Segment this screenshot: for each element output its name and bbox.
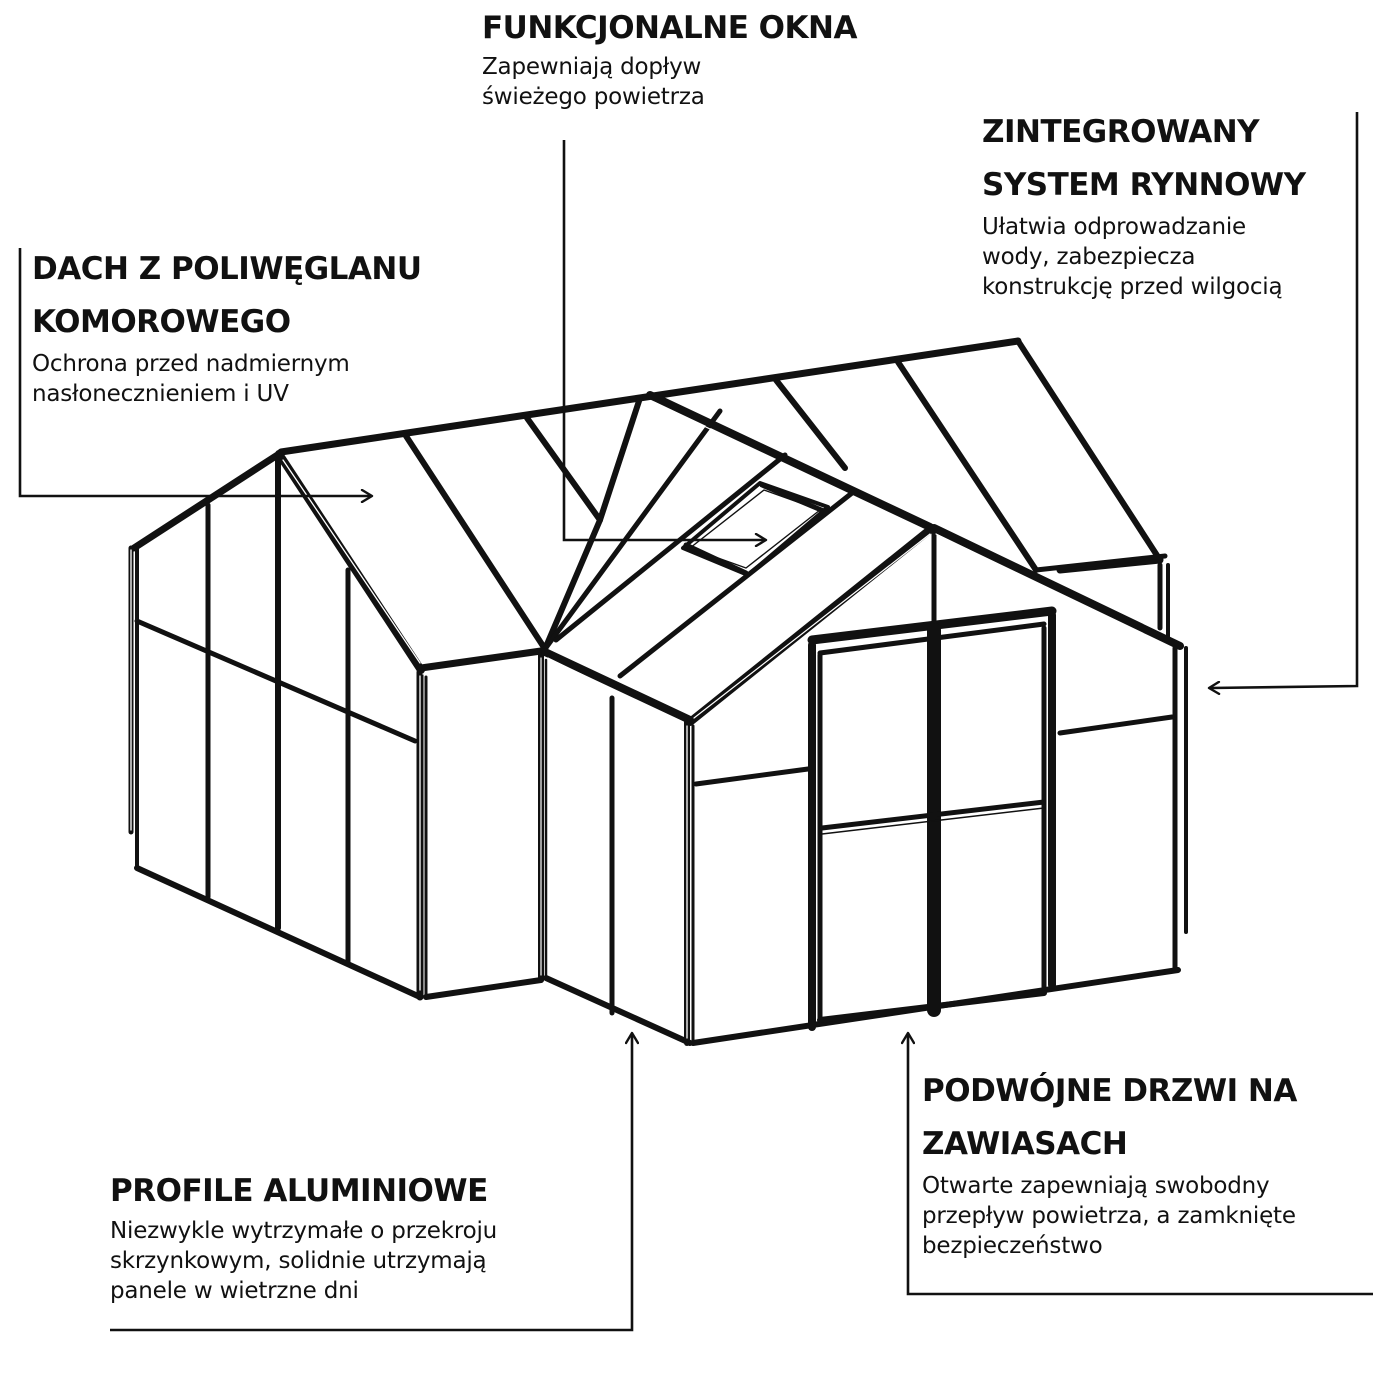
- windows-leader-line: [564, 140, 765, 540]
- callout-title: SYSTEM RYNNOWY: [982, 167, 1306, 203]
- callout-title: ZAWIASACH: [922, 1126, 1128, 1162]
- callout-description-line: Otwarte zapewniają swobodny: [922, 1173, 1270, 1199]
- callout-description-line: nasłonecznieniem i UV: [32, 381, 289, 407]
- callout-description-line: świeżego powietrza: [482, 84, 705, 110]
- callout-description-line: Ochrona przed nadmiernym: [32, 351, 350, 377]
- callout-title: DACH Z POLIWĘGLANU: [32, 251, 422, 287]
- callout-description-line: konstrukcję przed wilgocią: [982, 274, 1283, 300]
- callout-description-line: bezpieczeństwo: [922, 1233, 1103, 1259]
- front-wing-walls: [546, 528, 1186, 1043]
- callout-aluminium-profiles: [110, 1166, 497, 1306]
- callout-description-line: Ułatwia odprowadzanie: [982, 214, 1246, 240]
- callout-description-line: Niezwykle wytrzymałe o przekroju: [110, 1218, 498, 1244]
- callout-title: KOMOROWEGO: [32, 304, 291, 340]
- callout-title: ZINTEGROWANY: [982, 114, 1260, 150]
- callout-description-line: skrzynkowym, solidnie utrzymają: [110, 1248, 487, 1274]
- left-roof-rafters: [406, 395, 930, 649]
- callout-description-line: panele w wietrzne dni: [110, 1278, 359, 1304]
- callout-polycarbonate-roof: [32, 243, 422, 409]
- callout-double-doors: [922, 1065, 1297, 1261]
- front-wing-roof: [545, 455, 932, 726]
- callout-description-line: wody, zabezpiecza: [982, 244, 1196, 270]
- callout-gutter-system: [982, 106, 1306, 302]
- callout-title: FUNKCJONALNE OKNA: [482, 10, 857, 46]
- callout-title: PODWÓJNE DRZWI NA: [922, 1073, 1297, 1109]
- callout-functional-windows: [482, 4, 857, 112]
- callout-description-line: przepływ powietrza, a zamknięte: [922, 1203, 1296, 1229]
- back-wing-roof: [776, 341, 1165, 570]
- callout-title: PROFILE ALUMINIOWE: [110, 1173, 488, 1209]
- callout-description-line: Zapewniają dopływ: [482, 54, 702, 80]
